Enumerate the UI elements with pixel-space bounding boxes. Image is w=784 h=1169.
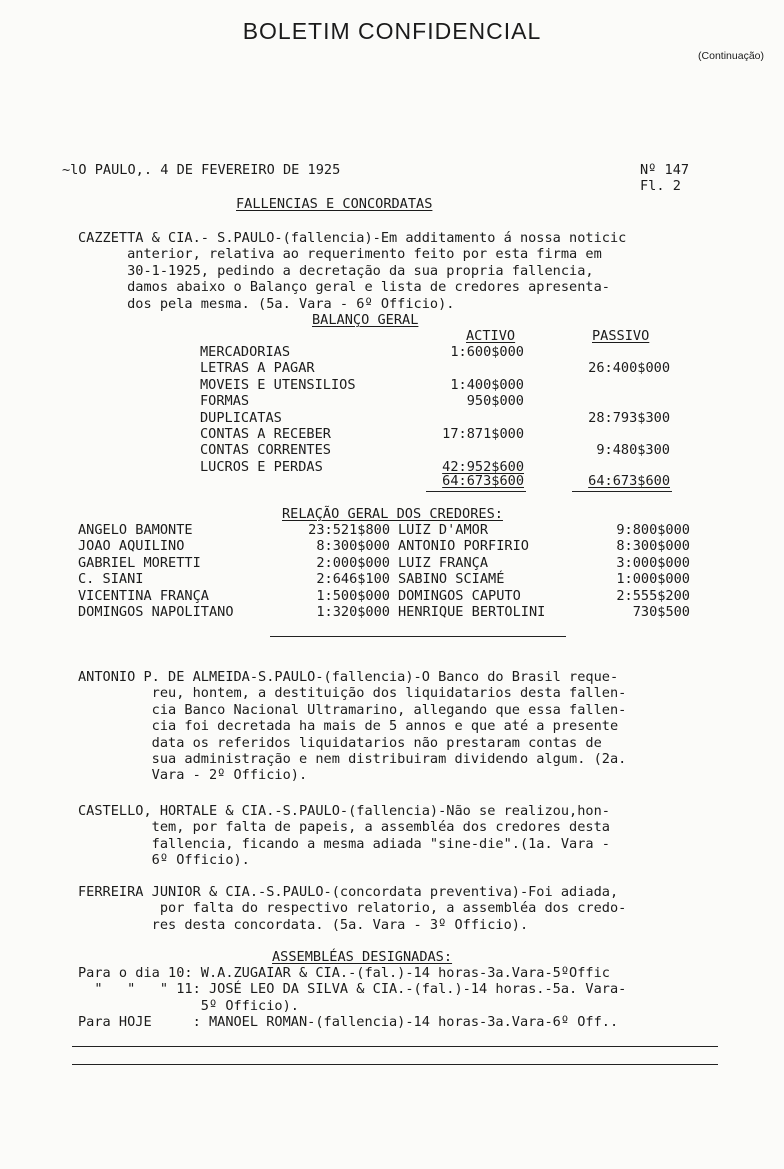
activo-column [400, 344, 524, 475]
activo-value: 1:600$000 [450, 344, 524, 360]
sheet-number: Fl. 2 [640, 178, 681, 194]
activo-value [400, 442, 524, 458]
creditors-right-amounts [570, 522, 690, 620]
creditor-name: LUIZ D'AMOR [398, 522, 489, 538]
activo-value: 42:952$600 [442, 458, 524, 475]
assembly-line: " " " 11: JOSÉ LEO DA SILVA & CIA.-(fal.)-14 horas.-5a. Vara- [78, 981, 627, 998]
creditor-name: LUIZ FRANÇA [398, 554, 489, 571]
balance-label: MERCADORIAS [200, 344, 291, 360]
assembly-line: Para o dia 10: W.A.ZUGAIAR & CIA.-(fal.)-14 horas-3a.Vara-5ºOffic [78, 965, 610, 981]
balance-labels [200, 344, 356, 475]
passivo-value: 26:400$000 [588, 360, 670, 377]
entry-line: tem, por falta de papeis, a assembléa dos credores desta [78, 819, 610, 836]
entry-line: FERREIRA JUNIOR & CIA.-S.PAULO-(concordata preventiva)-Foi adiada, [78, 884, 619, 900]
balance-label: DUPLICATAS [200, 409, 282, 426]
creditor-name: VICENTINA FRANÇA [78, 587, 209, 604]
entry-line: res desta concordata. (5a. Vara - 3º Officio). [78, 916, 529, 933]
creditor-amount: 2:000$000 [316, 554, 390, 571]
creditors-right-names [398, 522, 545, 620]
entry-line: CASTELLO, HORTALE & CIA.-S.PAULO-(fallencia)-Não se realizou,hon- [78, 803, 610, 819]
creditor-name: GABRIEL MORETTI [78, 554, 201, 571]
creditors-left-amounts [270, 522, 390, 620]
assemblies-list [78, 965, 626, 1031]
assemblies-title: ASSEMBLÉAS DESIGNADAS: [272, 949, 453, 965]
dateline: ~lO PAULO,. 4 DE FEVEREIRO DE 1925 [62, 162, 341, 178]
creditors-left-names [78, 522, 234, 620]
entry-ferreira [78, 884, 626, 933]
total-passivo: 64:673$600 [588, 473, 670, 489]
creditor-amount: 3:000$000 [616, 554, 690, 571]
balance-label: CONTAS CORRENTES [200, 442, 331, 459]
creditor-amount: 8:300$000 [616, 538, 690, 555]
entry-line: 30-1-1925, pedindo a decretação da sua propria fallencia, [78, 262, 594, 279]
creditor-name: SABINO SCIAMÉ [398, 571, 505, 588]
creditor-amount: 2:555$200 [616, 587, 690, 604]
bulletin-number: Nº 147 [640, 162, 690, 178]
entry-line: damos abaixo o Balanço geral e lista de credores apresenta- [78, 279, 610, 296]
entry-line: dos pela mesma. (5a. Vara - 6º Officio). [78, 295, 455, 312]
total-activo: 64:673$600 [442, 473, 524, 489]
entry-line: anterior, relativa ao requerimento feito por esta firma em [78, 246, 602, 263]
entry-line: reu, hontem, a destituição dos liquidatarios desta fallen- [78, 685, 627, 702]
section-title: FALLENCIAS E CONCORDATAS [236, 196, 433, 212]
balance-label: LUCROS E PERDAS [200, 458, 323, 475]
entry-line: por falta do respectivo relatorio, a assembléa dos credo- [78, 900, 627, 917]
passivo-value [548, 344, 670, 360]
creditors-divider [270, 636, 566, 637]
entry-line: cia Banco Nacional Ultramarino, allegando que essa fallen- [78, 701, 627, 718]
assembly-line: Para HOJE : MANOEL ROMAN-(fallencia)-14 horas-3a.Vara-6º Off.. [78, 1014, 619, 1031]
creditor-name: DOMINGOS CAPUTO [398, 587, 521, 604]
passivo-value [548, 426, 670, 442]
balance-label: CONTAS A RECEBER [200, 425, 331, 442]
bottom-rule-1 [72, 1046, 718, 1047]
creditor-name: DOMINGOS NAPOLITANO [78, 603, 234, 620]
entry-castello [78, 803, 610, 869]
creditor-amount: 1:000$000 [616, 571, 690, 588]
total-passivo-rule [572, 491, 672, 492]
balance-label: FORMAS [200, 393, 250, 410]
creditor-amount: 1:320$000 [316, 603, 390, 620]
creditor-name: JOAO AQUILINO [78, 538, 185, 555]
creditor-amount: 8:300$000 [316, 538, 390, 555]
creditor-name: C. SIANI [78, 571, 144, 588]
passivo-value: 28:793$300 [588, 409, 670, 426]
activo-value: 1:400$000 [450, 376, 524, 393]
entry-line: CAZZETTA & CIA.- S.PAULO-(fallencia)-Em additamento á nossa noticic [78, 230, 627, 246]
bottom-rule-2 [72, 1064, 718, 1065]
balance-title: BALANÇO GERAL [312, 312, 419, 328]
passivo-column [548, 344, 670, 475]
creditor-name: ANTONIO PORFIRIO [398, 538, 529, 555]
passivo-value [548, 377, 670, 393]
entry-line: 6º Officio). [78, 852, 250, 869]
creditor-amount: 2:646$100 [316, 571, 390, 588]
entry-cazzetta [78, 230, 626, 312]
entry-line: fallencia, ficando a mesma adiada "sine-die".(1a. Vara - [78, 835, 610, 852]
entry-line: Vara - 2º Officio). [78, 767, 308, 784]
entry-line: cia foi decretada ha mais de 5 annos e que até a presente [78, 718, 619, 735]
activo-value [400, 360, 524, 376]
passivo-value: 9:480$300 [596, 442, 670, 459]
passivo-header: PASSIVO [592, 328, 650, 344]
entry-line: sua administração e nem distribuiram dividendo algum. (2a. [78, 750, 627, 767]
creditors-title: RELAÇÃO GERAL DOS CREDORES: [282, 506, 503, 522]
creditor-name: ANGELO BAMONTE [78, 522, 193, 538]
bulletin-title: BOLETIM CONFIDENCIAL [242, 18, 542, 44]
creditor-amount: 23:521$800 [308, 522, 390, 538]
total-activo-rule [426, 491, 526, 492]
activo-value: 17:871$000 [442, 425, 524, 442]
entry-almeida [78, 669, 626, 784]
creditor-amount: 730$500 [632, 603, 690, 620]
creditor-name: HENRIQUE BERTOLINI [398, 603, 546, 620]
passivo-value [548, 393, 670, 409]
creditor-amount: 1:500$000 [316, 587, 390, 604]
assembly-line: 5º Officio). [78, 997, 299, 1014]
activo-value [400, 410, 524, 426]
balance-label: MOVEIS E UTENSILIOS [200, 376, 356, 393]
entry-line: data os referidos liquidatarios não prestaram contas de [78, 734, 602, 751]
activo-value: 950$000 [466, 393, 524, 410]
creditor-amount: 9:800$000 [616, 522, 690, 538]
entry-line: ANTONIO P. DE ALMEIDA-S.PAULO-(fallencia)-O Banco do Brasil reque- [78, 669, 619, 685]
balance-label: LETRAS A PAGAR [200, 360, 315, 377]
activo-header: ACTIVO [466, 328, 516, 344]
continuation-note: (Continuação) [698, 50, 764, 62]
